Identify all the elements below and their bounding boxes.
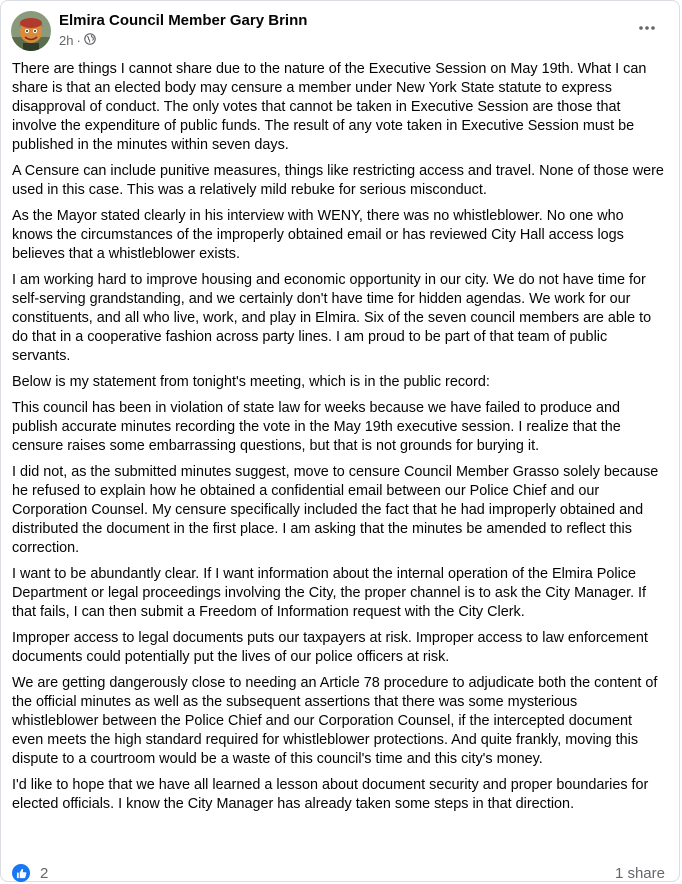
post-paragraph: I did not, as the submitted minutes suggest, move to censure Council Member Grasso solely because he refused to explain how he obtained a confidential email between our Police Chief and our Corporation Counsel. My censure specifically included the fact that he had improperly obtained and distributed the document in the first place. I am asking that the minutes be amended to reflect this correction. <box>12 464 659 556</box>
meta-separator: · <box>76 33 81 48</box>
globe-icon <box>84 33 96 48</box>
thumbs-up-icon <box>12 864 30 882</box>
reaction-count: 2 <box>40 864 49 882</box>
post-footer <box>12 863 665 883</box>
post-time[interactable]: 2h <box>59 33 74 48</box>
post-meta <box>59 33 96 48</box>
post-paragraph: As the Mayor stated clearly in his interview with WENY, there was no whistleblower. No one who knows the circumstances of the improperly obtained email or has reviewed City Hall access logs believes that a whistleblower exists. <box>12 208 624 262</box>
author-name[interactable]: Elmira Council Member Gary Brinn <box>59 12 308 29</box>
post-paragraph: I want to be abundantly clear. If I want information about the internal operation of the Elmira Police Department or legal proceedings involving the City, the proper channel is to ask the City Manager. If that fails, I can then submit a Freedom of Information request with the City Clerk. <box>12 566 647 620</box>
share-count[interactable]: 1 share <box>614 864 665 882</box>
post-paragraph: Below is my statement from tonight's meeting, which is in the public record: <box>12 374 490 390</box>
avatar-image <box>11 11 51 51</box>
reactions-summary[interactable] <box>12 864 48 882</box>
post-paragraph: I'd like to hope that we have all learned a lesson about document security and proper boundaries for elected officials. I know the City Manager has already taken some steps in that direction. <box>12 777 649 812</box>
post-paragraph: This council has been in violation of state law for weeks because we have failed to produce and publish accurate minutes recording the vote in the May 19th executive session. I realize that the censure raises some embarrassing questions, but that is not grounds for burying it. <box>12 400 621 454</box>
post-header <box>11 9 669 51</box>
post-options-button[interactable] <box>633 15 661 39</box>
post-paragraph: Improper access to legal documents puts our taxpayers at risk. Improper access to law enforcement documents could potentially put the lives of our police officers at risk. <box>12 630 648 665</box>
post-paragraph: A Censure can include punitive measures, things like restricting access and travel. None of those were used in this case. This was a relatively mild rebuke for serious misconduct. <box>12 163 664 198</box>
post-paragraph: We are getting dangerously close to needing an Article 78 procedure to adjudicate both the content of the official minutes as well as the subsequent assertions that there was some mysterious whistleblower between the Police Chief and our Corporation Counsel, if the intercepted document even meets the high standard required for whistleblower protections. And quite frankly, moving this dispute to a courtroom would be a waste of this council's time and this city's money. <box>12 675 658 767</box>
more-horizontal-icon <box>638 18 656 36</box>
author-avatar[interactable] <box>11 11 51 51</box>
post-paragraph: I am working hard to improve housing and economic opportunity in our city. We do not have time for self-serving grandstanding, and we certainly don't have time for hidden agendas. We work for our constituents, and all who live, work, and play in Elmira. Six of the seven council members are able to do that in a cooperative fashion across party lines. I am proud to be part of that team of public servants. <box>12 272 652 364</box>
post-paragraph: There are things I cannot share due to the nature of the Executive Session on May 19th. What I can share is that an elected body may censure a member under New York State statute to express disapproval of conduct. The only votes that cannot be taken in Executive Session are those that involve the expenditure of public funds. The result of any vote taken in Executive Session must be published in the minutes within seven days. <box>12 61 647 153</box>
post-body <box>12 60 666 821</box>
